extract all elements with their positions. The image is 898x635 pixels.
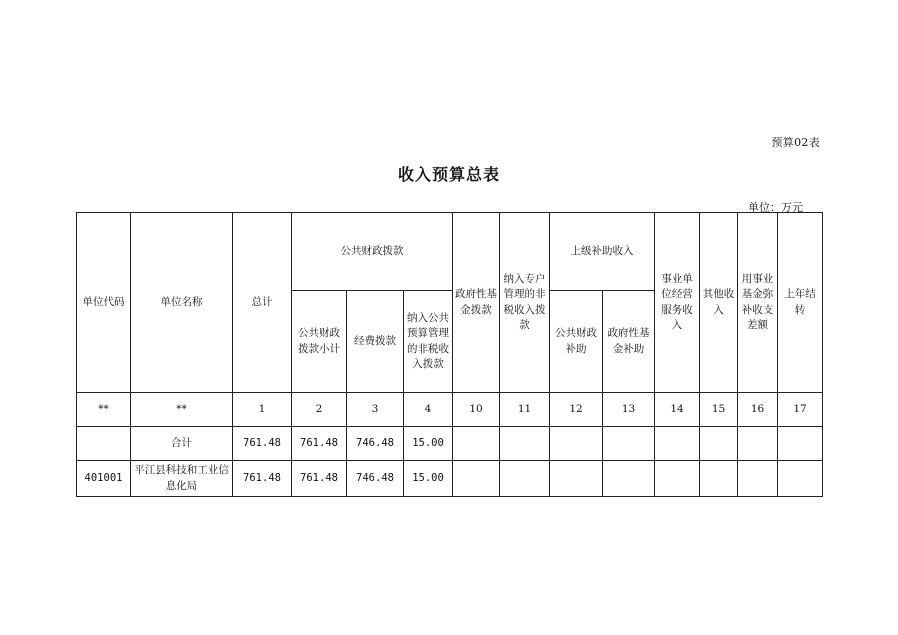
cell-name: 合计	[131, 427, 233, 461]
cell-special-non-tax	[500, 427, 550, 461]
cell-name: 平江县科技和工业信息化局	[131, 461, 233, 497]
header-fund-supplement: 用事业基金弥补收支差额	[738, 213, 778, 393]
cell-total: 761.48	[233, 461, 292, 497]
index-cell: **	[77, 393, 131, 427]
income-budget-table	[76, 212, 823, 497]
cell-code	[77, 427, 131, 461]
header-public-finance-subsidy: 公共财政补助	[550, 291, 603, 393]
header-gov-fund-subsidy: 政府性基金补助	[603, 291, 655, 393]
cell-public-finance-subtotal: 761.48	[292, 427, 347, 461]
cell-other-income	[700, 427, 738, 461]
header-unit-name: 单位名称	[131, 213, 233, 393]
header-gov-fund: 政府性基金拨款	[453, 213, 500, 393]
header-operating-funds: 经费拨款	[347, 291, 404, 393]
index-cell: 17	[778, 393, 823, 427]
header-carryover: 上年结转	[778, 213, 823, 393]
index-cell: 10	[453, 393, 500, 427]
cell-other-income	[700, 461, 738, 497]
cell-non-tax-revenue: 15.00	[404, 427, 453, 461]
index-cell: 11	[500, 393, 550, 427]
cell-special-non-tax	[500, 461, 550, 497]
cell-gov-fund	[453, 427, 500, 461]
index-cell: 2	[292, 393, 347, 427]
index-cell: 4	[404, 393, 453, 427]
cell-operating-funds: 746.48	[347, 461, 404, 497]
cell-carryover	[778, 427, 823, 461]
index-cell: 13	[603, 393, 655, 427]
header-total: 总计	[233, 213, 292, 393]
cell-operating-funds: 746.48	[347, 427, 404, 461]
form-number: 预算02表	[771, 136, 820, 149]
cell-total: 761.48	[233, 427, 292, 461]
cell-gov-fund	[453, 461, 500, 497]
cell-carryover	[778, 461, 823, 497]
index-cell: 3	[347, 393, 404, 427]
header-superior-subsidy-group: 上级补助收入	[550, 213, 655, 291]
header-other-income: 其他收入	[700, 213, 738, 393]
index-cell: 16	[738, 393, 778, 427]
cell-public-finance-subsidy	[550, 427, 603, 461]
index-cell: **	[131, 393, 233, 427]
header-public-finance-group: 公共财政拨款	[292, 213, 453, 291]
index-row	[77, 393, 823, 427]
cell-code: 401001	[77, 461, 131, 497]
table-row-unit	[77, 461, 823, 497]
cell-non-tax-revenue: 15.00	[404, 461, 453, 497]
cell-fund-supplement	[738, 427, 778, 461]
cell-public-finance-subsidy	[550, 461, 603, 497]
cell-public-finance-subtotal: 761.48	[292, 461, 347, 497]
unit-label: 单位：万元	[748, 201, 803, 214]
header-row-1	[77, 213, 823, 291]
header-unit-code: 单位代码	[77, 213, 131, 393]
cell-service-income	[655, 461, 700, 497]
header-non-tax-revenue: 纳入公共预算管理的非税收入拨款	[404, 291, 453, 393]
header-public-finance-subtotal: 公共财政拨款小计	[292, 291, 347, 393]
header-service-income: 事业单位经营服务收入	[655, 213, 700, 393]
cell-fund-supplement	[738, 461, 778, 497]
index-cell: 12	[550, 393, 603, 427]
index-cell: 14	[655, 393, 700, 427]
index-cell: 15	[700, 393, 738, 427]
header-special-non-tax: 纳入专户管理的非税收入拨款	[500, 213, 550, 393]
index-cell: 1	[233, 393, 292, 427]
cell-gov-fund-subsidy	[603, 461, 655, 497]
cell-gov-fund-subsidy	[603, 427, 655, 461]
cell-service-income	[655, 427, 700, 461]
table-row-total	[77, 427, 823, 461]
page-title: 收入预算总表	[397, 165, 500, 184]
